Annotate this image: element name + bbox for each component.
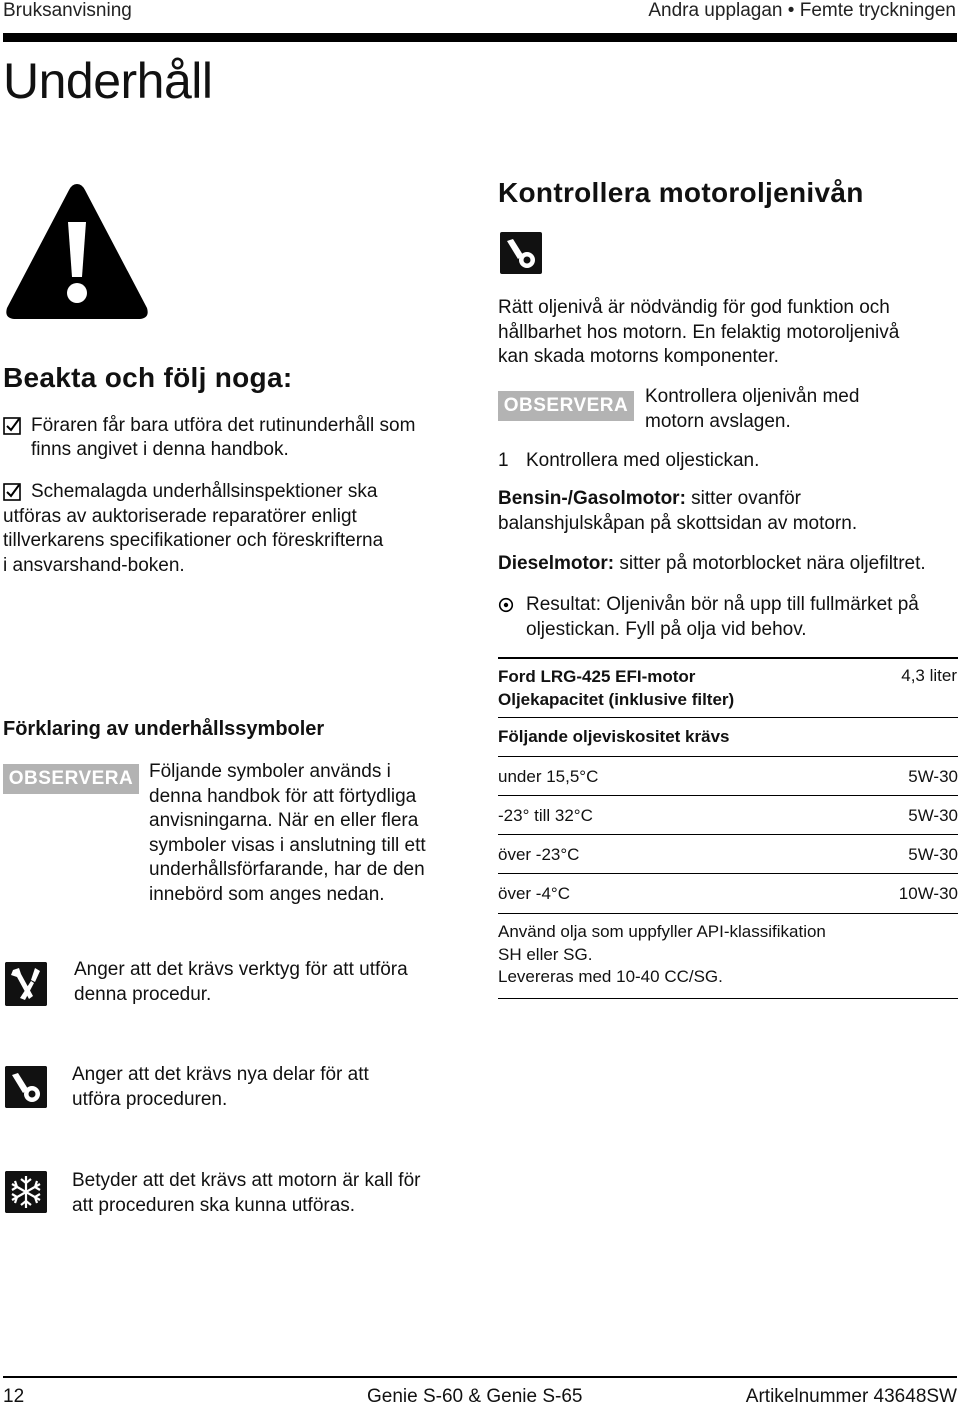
checkbox-checked-icon	[3, 417, 21, 435]
page-number: 12	[3, 1386, 25, 1407]
checklist-line: utföras av auktoriserade reparatörer enligt	[3, 505, 357, 527]
checklist-line: finns angivet i denna handbok.	[31, 439, 289, 460]
intro-line: hållbarhet hos motorn. En felaktig motoroljenivå	[498, 321, 900, 343]
new-parts-icon	[500, 232, 542, 274]
diesel-engine-note	[498, 552, 926, 577]
note-line: denna handbok för att förtydliga	[149, 785, 417, 807]
note-badge: OBSERVERA	[498, 391, 634, 421]
viscosity-heading: Följande oljeviskositet krävs	[498, 727, 730, 746]
symbols-heading: Förklaring av underhållssymboler	[3, 718, 325, 740]
oil-grade: 5W-30	[908, 845, 958, 864]
symbol-cold-text	[72, 1169, 420, 1218]
table-title	[498, 665, 734, 711]
table-rule	[498, 834, 958, 835]
table-title-line: Oljekapacitet (inklusive filter)	[498, 690, 735, 709]
oil-grade: 5W-30	[908, 767, 958, 786]
result-text	[526, 593, 919, 642]
oil-grade: 10W-30	[898, 884, 958, 903]
care-heading: Beakta och följ noga:	[3, 362, 293, 393]
note-line: underhållsförfarande, har de den	[149, 859, 425, 880]
note-line: Kontrollera oljenivån med	[645, 386, 860, 407]
checklist-line: Schemalagda underhållsinspektioner ska	[31, 481, 378, 502]
footer-model: Genie S-60 & Genie S-65	[367, 1386, 583, 1407]
checklist-line: Föraren får bara utföra det rutinunderhåll som	[31, 415, 416, 436]
note-line: symboler visas i anslutning till ett	[149, 834, 426, 856]
note-line: anvisningarna. När en eller flera	[149, 810, 419, 831]
table-rule	[498, 795, 958, 796]
result-line: oljestickan. Fyll på olja vid behov.	[526, 618, 807, 640]
intro-line: Rätt oljenivå är nödvändig för god funktion och	[498, 297, 890, 318]
step-number: 1	[498, 450, 509, 471]
symbol-line: Betyder att det krävs att motorn är kall för	[72, 1170, 421, 1191]
page-title: Underhåll	[3, 53, 213, 109]
temp-range: -23° till 32°C	[498, 806, 593, 825]
new-parts-icon	[5, 1066, 47, 1108]
table-rule	[498, 913, 958, 914]
header-right: Andra upplagan • Femte tryckningen	[648, 0, 956, 21]
warning-triangle-icon	[4, 180, 150, 322]
note-badge: OBSERVERA	[3, 764, 139, 794]
table-rule	[498, 657, 958, 659]
table-rule	[498, 717, 958, 718]
note-line: innebörd som anges nedan.	[149, 883, 385, 905]
symbol-line: utföra proceduren.	[72, 1088, 228, 1110]
snowflake-icon	[5, 1171, 47, 1213]
gas-engine-note	[498, 487, 857, 536]
section-heading: Kontrollera motoroljenivån	[498, 177, 864, 208]
tools-icon	[5, 962, 47, 1006]
checklist-line: i ansvarshand-boken.	[3, 554, 185, 576]
table-footer-line: Använd olja som uppfyller API-klassifikation	[498, 922, 826, 941]
result-target-icon	[498, 597, 514, 613]
table-rule	[498, 873, 958, 874]
oil-capacity: 4,3 liter	[901, 666, 957, 685]
symbol-line: Anger att det krävs nya delar för att	[72, 1064, 369, 1085]
note-text	[645, 385, 859, 434]
table-rule	[498, 998, 958, 999]
header-rule	[3, 33, 957, 42]
symbols-note	[149, 760, 426, 907]
symbol-tools-text	[74, 958, 408, 1007]
diesel-engine-label: Dieselmotor:	[498, 553, 615, 574]
table-title-line: Ford LRG-425 EFI-motor	[498, 667, 696, 686]
checkbox-checked-icon	[3, 483, 21, 501]
footer-article: Artikelnummer 43648SW	[745, 1386, 957, 1407]
note-line: motorn avslagen.	[645, 410, 791, 432]
symbol-parts-text	[72, 1063, 369, 1112]
footer-rule	[3, 1376, 957, 1378]
temp-range: över -23°C	[498, 845, 580, 864]
checklist-line: tillverkarens specifikationer och föreskrifterna	[3, 530, 384, 551]
header-left: Bruksanvisning	[3, 0, 132, 21]
step-text: Kontrollera med oljestickan.	[526, 450, 760, 471]
table-footer-line: SH eller SG.	[498, 944, 593, 964]
intro-text	[498, 296, 899, 370]
gas-engine-label: Bensin-/Gasolmotor:	[498, 488, 686, 509]
result-line: Resultat: Oljenivån bör nå upp till fullmärket på	[526, 594, 919, 615]
table-footer	[498, 921, 826, 989]
intro-line: kan skada motorns komponenter.	[498, 346, 779, 367]
note-line: Följande symboler används i	[149, 761, 391, 782]
gas-engine-text: sitter ovanför	[685, 488, 802, 509]
temp-range: över -4°C	[498, 884, 570, 903]
temp-range: under 15,5°C	[498, 767, 599, 786]
table-rule	[498, 756, 958, 757]
symbol-line: Anger att det krävs verktyg för att utföra	[74, 959, 408, 980]
table-footer-line: Levereras med 10-40 CC/SG.	[498, 967, 723, 986]
symbol-line: denna procedur.	[74, 983, 212, 1005]
diesel-engine-text: sitter på motorblocket nära oljefiltret.	[614, 553, 926, 574]
oil-grade: 5W-30	[908, 806, 958, 825]
symbol-line: att proceduren ska kunna utföras.	[72, 1194, 356, 1216]
gas-engine-text: balanshjulskåpan på skottsidan av motorn.	[498, 512, 858, 534]
